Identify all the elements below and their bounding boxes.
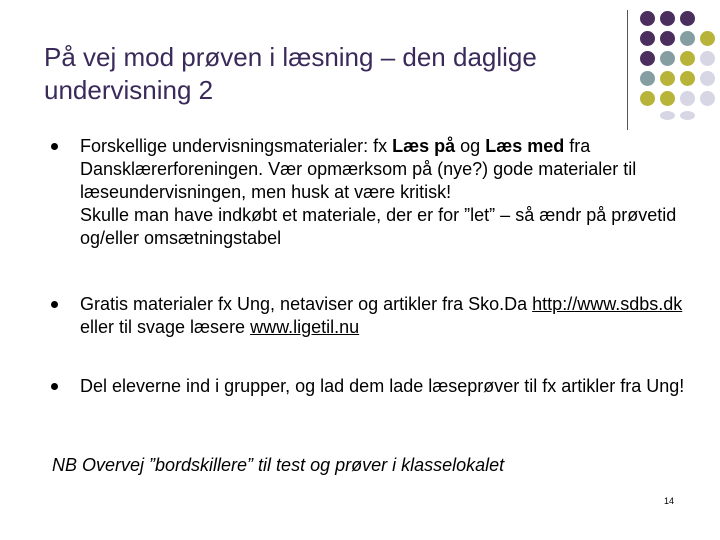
bullet-text: Gratis materialer fx Ung, netaviser og artikler fra Sko.Da http://www.sdbs.dk eller til svage læsere www.ligetil.nu (80, 294, 683, 337)
dot-olive (640, 91, 655, 106)
bullet-dot (51, 143, 58, 150)
bullet-item-materials (50, 135, 690, 250)
bullet-dot (51, 383, 58, 390)
dot-purple (680, 11, 695, 26)
nb-note: NB Overvej ”bordskillere” til test og prøver i klasselokalet (52, 455, 505, 475)
bullet-item-free-materials (50, 293, 690, 339)
bullet-text: Del eleverne ind i grupper, og lad dem lade læseprøver til fx artikler fra Ung! (80, 376, 685, 396)
dot-lavender (700, 71, 715, 86)
dot-lavender (680, 111, 695, 120)
bold-title-laes-paa: Læs på (392, 136, 456, 156)
title-line-2: undervisning 2 (44, 75, 214, 105)
dot-olive (700, 31, 715, 46)
bullet-text (80, 135, 690, 250)
sdbs-link[interactable]: http://www.sdbs.dk (532, 294, 683, 314)
page-number: 14 (664, 496, 675, 506)
dot-teal (660, 51, 675, 66)
dot-purple (660, 11, 675, 26)
dot-lavender (700, 51, 715, 66)
dot-olive (680, 71, 695, 86)
dot-lavender (700, 91, 715, 106)
dot-purple (640, 51, 655, 66)
bullet-main-text: Forskellige undervisningsmaterialer: fx Læs på og Læs med fra Dansklærerforeningen. Vær opmærksom på (nye?) gode materialer til læseundervisningen, men husk at være kritisk! (80, 136, 637, 202)
bullet-dot (51, 301, 58, 308)
slide-title (44, 41, 624, 107)
dot-olive (660, 91, 675, 106)
dot-purple (660, 31, 675, 46)
title-divider-line (627, 10, 628, 130)
bullet-item-groups (50, 375, 690, 398)
dot-teal (680, 31, 695, 46)
dot-purple (640, 31, 655, 46)
ligetil-link[interactable]: www.ligetil.nu (250, 317, 360, 337)
title-line-1: På vej mod prøven i læsning – den daglige (44, 42, 537, 72)
dot-olive (680, 51, 695, 66)
bullet-sub-text: Skulle man have indkøbt et materiale, der er for ”let” – så ændr på prøvetid og/eller omsætningstabel (80, 205, 677, 248)
bold-title-laes-med: Læs med (485, 136, 565, 156)
dot-teal (640, 71, 655, 86)
dot-purple (640, 11, 655, 26)
dot-lavender (680, 91, 695, 106)
dot-olive (660, 71, 675, 86)
dot-lavender (660, 111, 675, 120)
